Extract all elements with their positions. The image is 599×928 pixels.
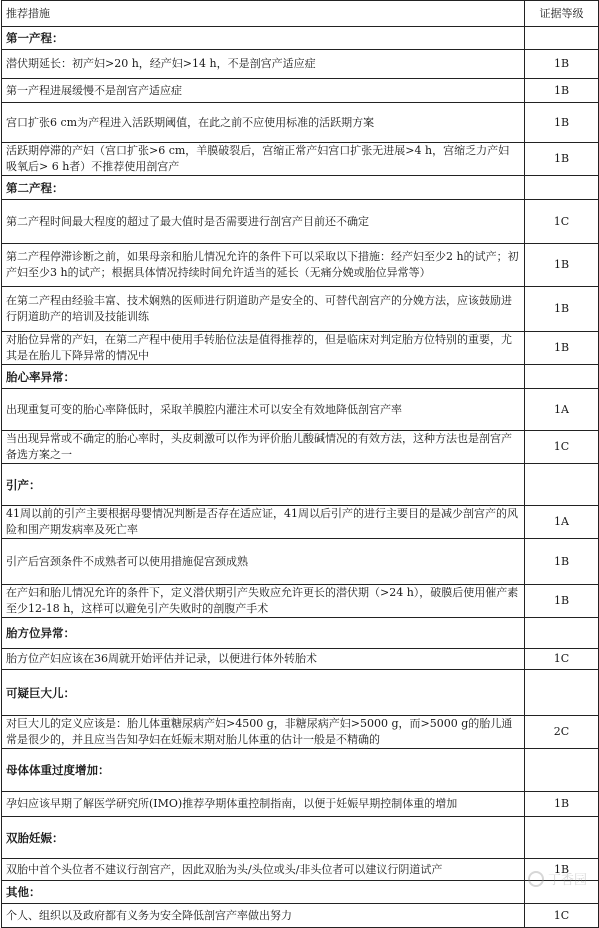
section-title: 其他： bbox=[2, 881, 525, 904]
measure-cell: 个人、组织以及政府都有义务为安全降低剖宫产率做出努力 bbox=[2, 904, 525, 928]
measure-cell: 引产后宫颈条件不成熟者可以使用措施促宫颈成熟 bbox=[2, 539, 525, 585]
grade-cell: 1B bbox=[525, 585, 599, 618]
grade-cell: 1B bbox=[525, 244, 599, 287]
measure-cell: 潜伏期延长：初产妇>20 h，经产妇>14 h，不是剖宫产适应症 bbox=[2, 50, 525, 79]
grade-cell: 1A bbox=[525, 389, 599, 431]
grade-cell: 1B bbox=[525, 859, 599, 881]
grade-cell bbox=[525, 817, 599, 859]
measure-cell: 在第二产程由经验丰富、技术娴熟的医师进行阴道助产是安全的、可替代剖宫产的分娩方法，应该鼓励进行阴道助产的培训及技能训练 bbox=[2, 287, 525, 332]
grade-cell: 1B bbox=[525, 539, 599, 585]
measure-cell: 第一产程进展缓慢不是剖宫产适应症 bbox=[2, 79, 525, 103]
grade-cell bbox=[525, 670, 599, 716]
table-row bbox=[2, 539, 599, 585]
section-row bbox=[2, 749, 599, 792]
table-row bbox=[2, 143, 599, 176]
table-row bbox=[2, 716, 599, 749]
grade-cell: 1B bbox=[525, 792, 599, 817]
table-row bbox=[2, 200, 599, 244]
grade-cell bbox=[525, 176, 599, 200]
table-row bbox=[2, 244, 599, 287]
grade-cell: 1C bbox=[525, 200, 599, 244]
table-row bbox=[2, 506, 599, 539]
measure-cell: 宫口扩张6 cm为产程进入活跃期阈值，在此之前不应使用标准的活跃期方案 bbox=[2, 103, 525, 143]
grade-cell: 1B bbox=[525, 143, 599, 176]
table-row bbox=[2, 287, 599, 332]
section-row bbox=[2, 618, 599, 649]
header-row bbox=[2, 1, 599, 27]
section-row bbox=[2, 881, 599, 904]
section-row bbox=[2, 464, 599, 506]
measure-cell: 孕妇应该早期了解医学研究所(IMO)推荐孕期体重控制指南，以便于妊娠早期控制体重的增加 bbox=[2, 792, 525, 817]
section-title: 可疑巨大儿： bbox=[2, 670, 525, 716]
header-grade: 证据等级 bbox=[525, 1, 599, 27]
grade-cell bbox=[525, 618, 599, 649]
table-row bbox=[2, 332, 599, 365]
section-title: 母体体重过度增加： bbox=[2, 749, 525, 792]
section-row bbox=[2, 817, 599, 859]
grade-cell: 1C bbox=[525, 649, 599, 670]
table-row bbox=[2, 792, 599, 817]
measure-cell: 41周以前的引产主要根据母婴情况判断是否存在适应证，41周以后引产的进行主要目的是减少剖宫产的风险和围产期发病率及死亡率 bbox=[2, 506, 525, 539]
grade-cell: 1C bbox=[525, 431, 599, 464]
watermark-logo-icon bbox=[528, 871, 544, 887]
section-title: 第二产程： bbox=[2, 176, 525, 200]
grade-cell bbox=[525, 365, 599, 389]
measure-cell: 在产妇和胎儿情况允许的条件下，定义潜伏期引产失败应允许更长的潜伏期（>24 h），破膜后使用催产素至少12-18 h，这样可以避免引产失败时的剖腹产手术 bbox=[2, 585, 525, 618]
section-title: 双胎妊娠： bbox=[2, 817, 525, 859]
table-row bbox=[2, 389, 599, 431]
grade-cell: 1B bbox=[525, 103, 599, 143]
grade-cell: 1C bbox=[525, 904, 599, 928]
measure-cell: 对胎位异常的产妇，在第二产程中使用手转胎位法是值得推荐的，但是临床对判定胎方位特别的重要，尤其是在胎儿下降异常的情况中 bbox=[2, 332, 525, 365]
table-row bbox=[2, 50, 599, 79]
table-row bbox=[2, 431, 599, 464]
measure-cell: 当出现异常或不确定的胎心率时，头皮刺激可以作为评价胎儿酸碱情况的有效方法，这种方法也是剖宫产备选方案之一 bbox=[2, 431, 525, 464]
measure-cell: 对巨大儿的定义应该是：胎儿体重糖尿病产妇>4500 g，非糖尿病产妇>5000 g，而>5000 g的胎儿通常是很少的，并且应当告知孕妇在妊娠末期对胎儿体重的估计一般是不精确的 bbox=[2, 716, 525, 749]
grade-cell: 1B bbox=[525, 50, 599, 79]
table-row bbox=[2, 585, 599, 618]
measure-cell: 第二产程停滞诊断之前，如果母亲和胎儿情况允许的条件下可以采取以下措施：经产妇至少2 h的试产；初产妇至少3 h的试产；根据具体情况持续时间允许适当的延长（无痛分娩或胎位异常等） bbox=[2, 244, 525, 287]
grade-cell: 1A bbox=[525, 506, 599, 539]
section-row bbox=[2, 27, 599, 50]
recommendation-table bbox=[1, 0, 599, 928]
grade-cell bbox=[525, 464, 599, 506]
header-measure: 推荐措施 bbox=[2, 1, 525, 27]
measure-cell: 胎方位产妇应该在36周就开始评估并记录，以便进行体外转胎术 bbox=[2, 649, 525, 670]
watermark bbox=[528, 869, 587, 888]
section-row bbox=[2, 365, 599, 389]
section-title: 第一产程： bbox=[2, 27, 525, 50]
section-row bbox=[2, 670, 599, 716]
table-row bbox=[2, 79, 599, 103]
grade-cell: 1B bbox=[525, 332, 599, 365]
measure-cell: 出现重复可变的胎心率降低时，采取羊膜腔内灌注术可以安全有效地降低剖宫产率 bbox=[2, 389, 525, 431]
table-row bbox=[2, 859, 599, 881]
grade-cell: 2C bbox=[525, 716, 599, 749]
section-title: 胎方位异常： bbox=[2, 618, 525, 649]
watermark-text: 丁香园 bbox=[547, 873, 587, 888]
measure-cell: 第二产程时间最大程度的超过了最大值时是否需要进行剖宫产目前还不确定 bbox=[2, 200, 525, 244]
table-row bbox=[2, 904, 599, 928]
measure-cell: 活跃期停滞的产妇（宫口扩张>6 cm，羊膜破裂后，宫缩正常产妇宫口扩张无进展>4 h，宫缩乏力产妇吸氧后> 6 h者）不推荐使用剖宫产 bbox=[2, 143, 525, 176]
grade-cell: 1B bbox=[525, 79, 599, 103]
measure-cell: 双胎中首个头位者不建议行剖宫产，因此双胎为头/头位或头/非头位者可以建议行阴道试产 bbox=[2, 859, 525, 881]
table-row bbox=[2, 649, 599, 670]
section-title: 胎心率异常： bbox=[2, 365, 525, 389]
table-row bbox=[2, 103, 599, 143]
section-row bbox=[2, 176, 599, 200]
grade-cell bbox=[525, 749, 599, 792]
table-body bbox=[2, 27, 599, 928]
grade-cell: 1B bbox=[525, 287, 599, 332]
section-title: 引产： bbox=[2, 464, 525, 506]
grade-cell bbox=[525, 27, 599, 50]
